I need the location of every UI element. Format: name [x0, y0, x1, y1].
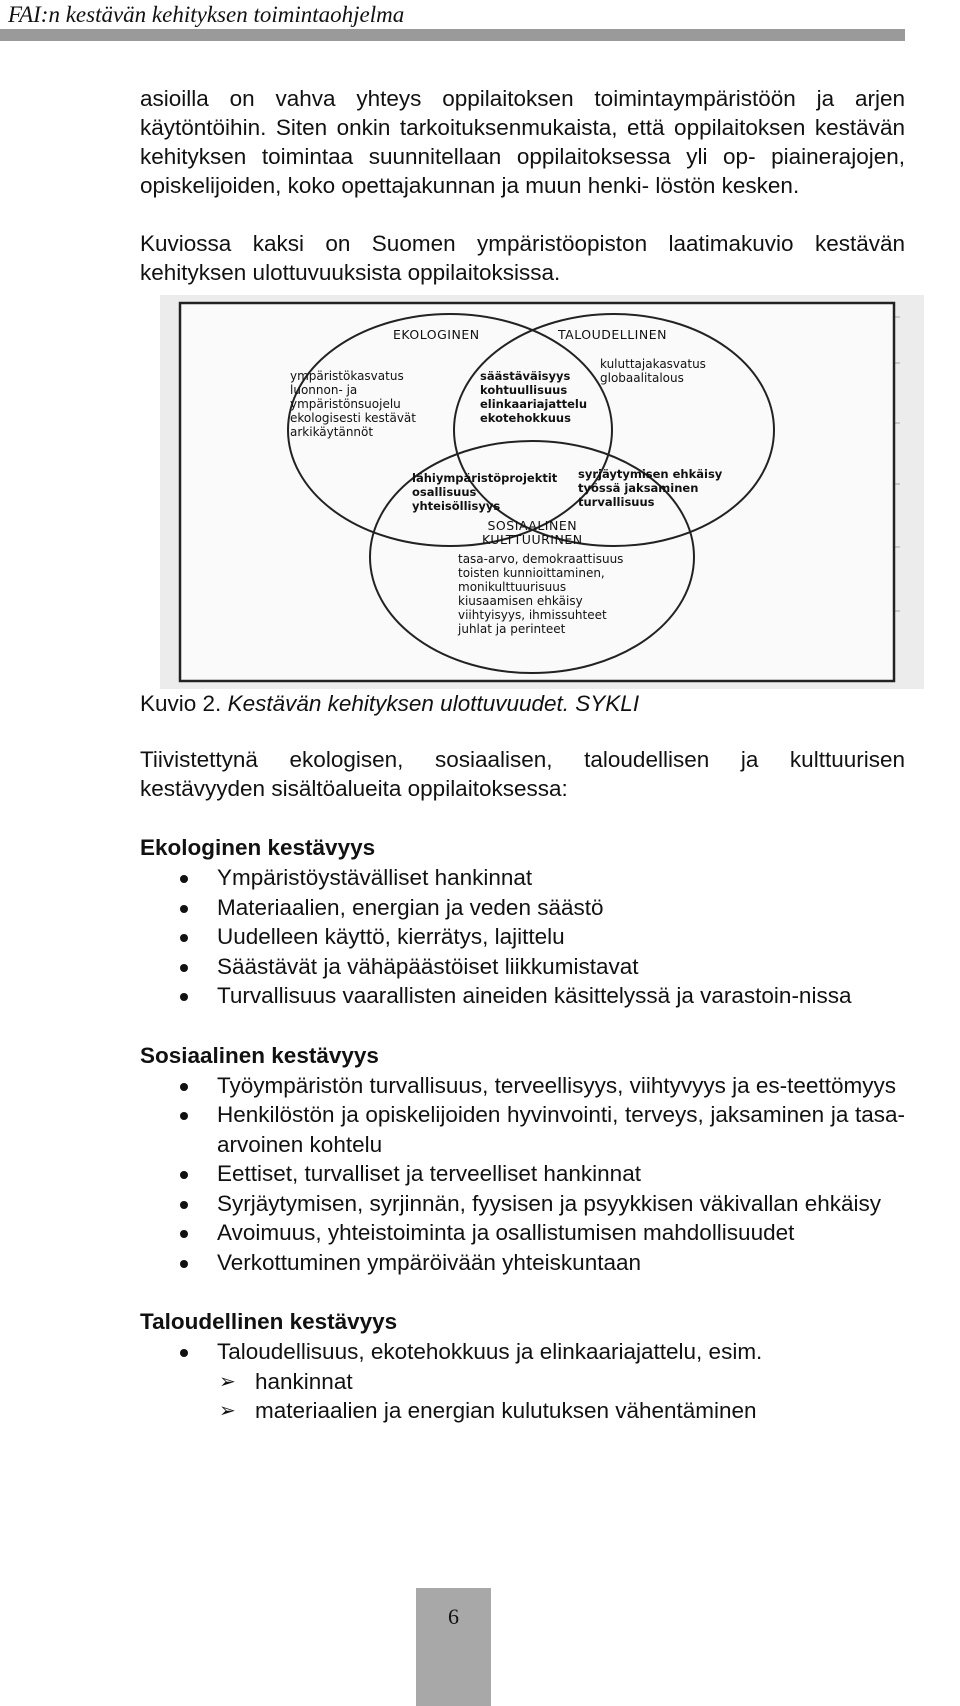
bullet-icon [180, 1171, 188, 1179]
figure-item: yhteisöllisyys [412, 499, 501, 513]
figure-item: osallisuus [412, 485, 477, 499]
econ-social-overlap-items [578, 467, 722, 509]
ecological-heading: Ekologinen kestävyys [140, 835, 376, 860]
page-number-box [416, 1588, 491, 1706]
social-items [458, 552, 623, 636]
intro-line: piainerajojen, opiskelijoiden, koko opettajakunnan ja muun henki- [140, 144, 905, 198]
list-item-text: Materiaalien, energian ja veden säästö [217, 894, 604, 920]
figure-item: ympäristönsuojelu [290, 397, 401, 411]
list-item-text: Avoimuus, yhteistoiminta ja osallistumisen mahdollisuudet [217, 1220, 795, 1245]
figure-item: ekotehokkuus [480, 411, 571, 425]
list-item [140, 952, 905, 982]
venn-figure [160, 295, 924, 689]
figure-item: ekologisesti kestävät [290, 411, 416, 425]
running-header [0, 0, 960, 44]
figure-item: toisten kunnioittaminen, [458, 566, 605, 580]
list-item [140, 1218, 905, 1248]
caption-source: SYKLI [569, 691, 640, 716]
figure-intro-line: Kuviossa kaksi on Suomen ympäristöopiston laatimakuvio kestävän [140, 231, 905, 256]
bullet-icon [180, 1201, 188, 1209]
summary-paragraph [140, 745, 905, 803]
page-content [140, 84, 905, 1426]
social-circle-label [482, 519, 583, 547]
ecological-items [290, 369, 416, 439]
bullet-icon [180, 993, 188, 1001]
list-item [140, 1071, 905, 1101]
figure-item: luonnon- ja [290, 383, 358, 397]
figure-caption [140, 689, 905, 718]
list-item-text: Ympäristöystävälliset hankinnat [217, 865, 533, 890]
list-item-text: Säästävät ja vähäpäästöiset liikkumistavat [217, 953, 639, 979]
sub-list-item [217, 1396, 905, 1426]
header-rule [0, 29, 905, 41]
list-item-text: Turvallisuus vaarallisten aineiden käsittelyssä ja varastoin-nissa [217, 983, 852, 1008]
figure-item: turvallisuus [578, 495, 655, 509]
bullet-icon [180, 934, 188, 942]
bullet-icon [180, 1230, 188, 1238]
arrowhead-bullet-icon: ➢ [219, 1368, 236, 1393]
figure-item: monikulttuurisuus [458, 580, 567, 594]
intro-line: löstön kesken. [655, 173, 800, 198]
list-item [140, 1100, 905, 1159]
sub-list-item-text: materiaalien ja energian kulutuksen vähentäminen [255, 1398, 757, 1423]
figure-item: elinkaariajattelu [480, 397, 588, 411]
bullet-icon [180, 964, 188, 972]
ecological-circle-label: EKOLOGINEN [393, 327, 480, 342]
figure-intro-paragraph [140, 229, 905, 287]
economic-list [140, 1337, 905, 1426]
list-item [140, 1189, 905, 1219]
list-item [140, 922, 905, 952]
list-item-text: Työympäristön turvallisuus, terveellisyys, viihtyvyys ja es-teettömyys [217, 1072, 896, 1098]
social-label-line: KULTTUURINEN [482, 532, 583, 547]
figure-intro-line: kehityksen ulottuvuuksista oppilaitoksissa. [140, 260, 561, 285]
intro-paragraph [140, 84, 905, 200]
bullet-icon [180, 1083, 188, 1091]
bullet-icon [180, 875, 188, 883]
eco-social-overlap-items [412, 471, 557, 513]
figure-item: syrjäytymisen ehkäisy [578, 467, 723, 481]
intro-line: kestävän kehityksen toimintaa suunnitellaan oppilaitoksessa yli op- [140, 115, 905, 169]
list-item-text: Uudelleen käyttö, kierrätys, lajittelu [217, 924, 565, 949]
list-item-text: Taloudellisuus, ekotehokkuus ja elinkaariajattelu, esim. [217, 1339, 763, 1364]
list-item [140, 981, 905, 1011]
bullet-icon [180, 905, 188, 913]
economic-circle-label: TALOUDELLINEN [558, 327, 667, 342]
list-item-text: Verkottuminen ympäröivään yhteiskuntaan [217, 1249, 641, 1275]
caption-label: Kuvio 2. [140, 691, 228, 716]
list-item [140, 1159, 905, 1189]
economic-items [600, 357, 706, 385]
figure-item: säästäväisyys [480, 369, 571, 383]
caption-title: Kestävän kehityksen ulottuvuudet. [227, 691, 570, 716]
figure-item: kiusaamisen ehkäisy [458, 594, 583, 608]
figure-item: lähiympäristöprojektit [412, 471, 558, 485]
page-number: 6 [448, 1604, 459, 1629]
arrowhead-bullet-icon: ➢ [219, 1398, 236, 1422]
summary-line: kestävyyden sisältöalueita oppilaitoksessa: [140, 776, 568, 801]
figure-item: juhlat ja perinteet [458, 622, 566, 636]
ecological-list [140, 863, 905, 1011]
list-item [140, 863, 905, 893]
figure-item: viihtyisyys, ihmissuhteet [458, 608, 607, 622]
sub-list-item [217, 1367, 905, 1397]
economic-sublist [217, 1367, 905, 1426]
intro-line: asioilla on vahva yhteys oppilaitoksen toimintaympäristöön ja arjen [140, 86, 905, 111]
social-heading: Sosiaalinen kestävyys [140, 1042, 379, 1068]
figure-item: arkikäytännöt [290, 425, 374, 439]
eco-econ-overlap-items [480, 369, 587, 425]
bullet-icon [180, 1349, 188, 1357]
figure-item: kohtuullisuus [480, 383, 568, 397]
bullet-icon [180, 1260, 188, 1268]
list-item [140, 893, 905, 923]
list-item [140, 1248, 905, 1278]
bullet-icon [180, 1112, 188, 1120]
figure-item: kuluttajakasvatus [600, 357, 706, 371]
figure-item: tasa-arvo, demokraattisuus [458, 552, 624, 566]
intro-line: käytöntöihin. Siten onkin tarkoituksenmukaista, että oppilaitoksen [140, 115, 806, 140]
economic-heading: Taloudellinen kestävyys [140, 1309, 398, 1334]
list-item-text: Syrjäytymisen, syrjinnän, fyysisen ja psyykkisen väkivallan ehkäisy [217, 1190, 882, 1216]
list-item [140, 1337, 905, 1426]
running-title: FAI:n kestävän kehityksen toimintaohjelma [8, 2, 405, 27]
figure-item: työssä jaksaminen [578, 481, 699, 495]
social-list [140, 1071, 905, 1278]
summary-line: Tiivistettynä ekologisen, sosiaalisen, taloudellisen ja kulttuurisen [140, 747, 905, 772]
list-item-text: Eettiset, turvalliset ja terveelliset hankinnat [217, 1161, 641, 1186]
sub-list-item-text: hankinnat [255, 1368, 353, 1394]
figure-item: ympäristökasvatus [290, 369, 404, 383]
social-label-line: SOSIAALINEN [487, 518, 578, 533]
figure-item: globaalitalous [600, 371, 684, 385]
list-item-text: Henkilöstön ja opiskelijoiden hyvinvointi, terveys, jaksaminen ja tasa-arvoinen kohtelu [217, 1102, 905, 1157]
